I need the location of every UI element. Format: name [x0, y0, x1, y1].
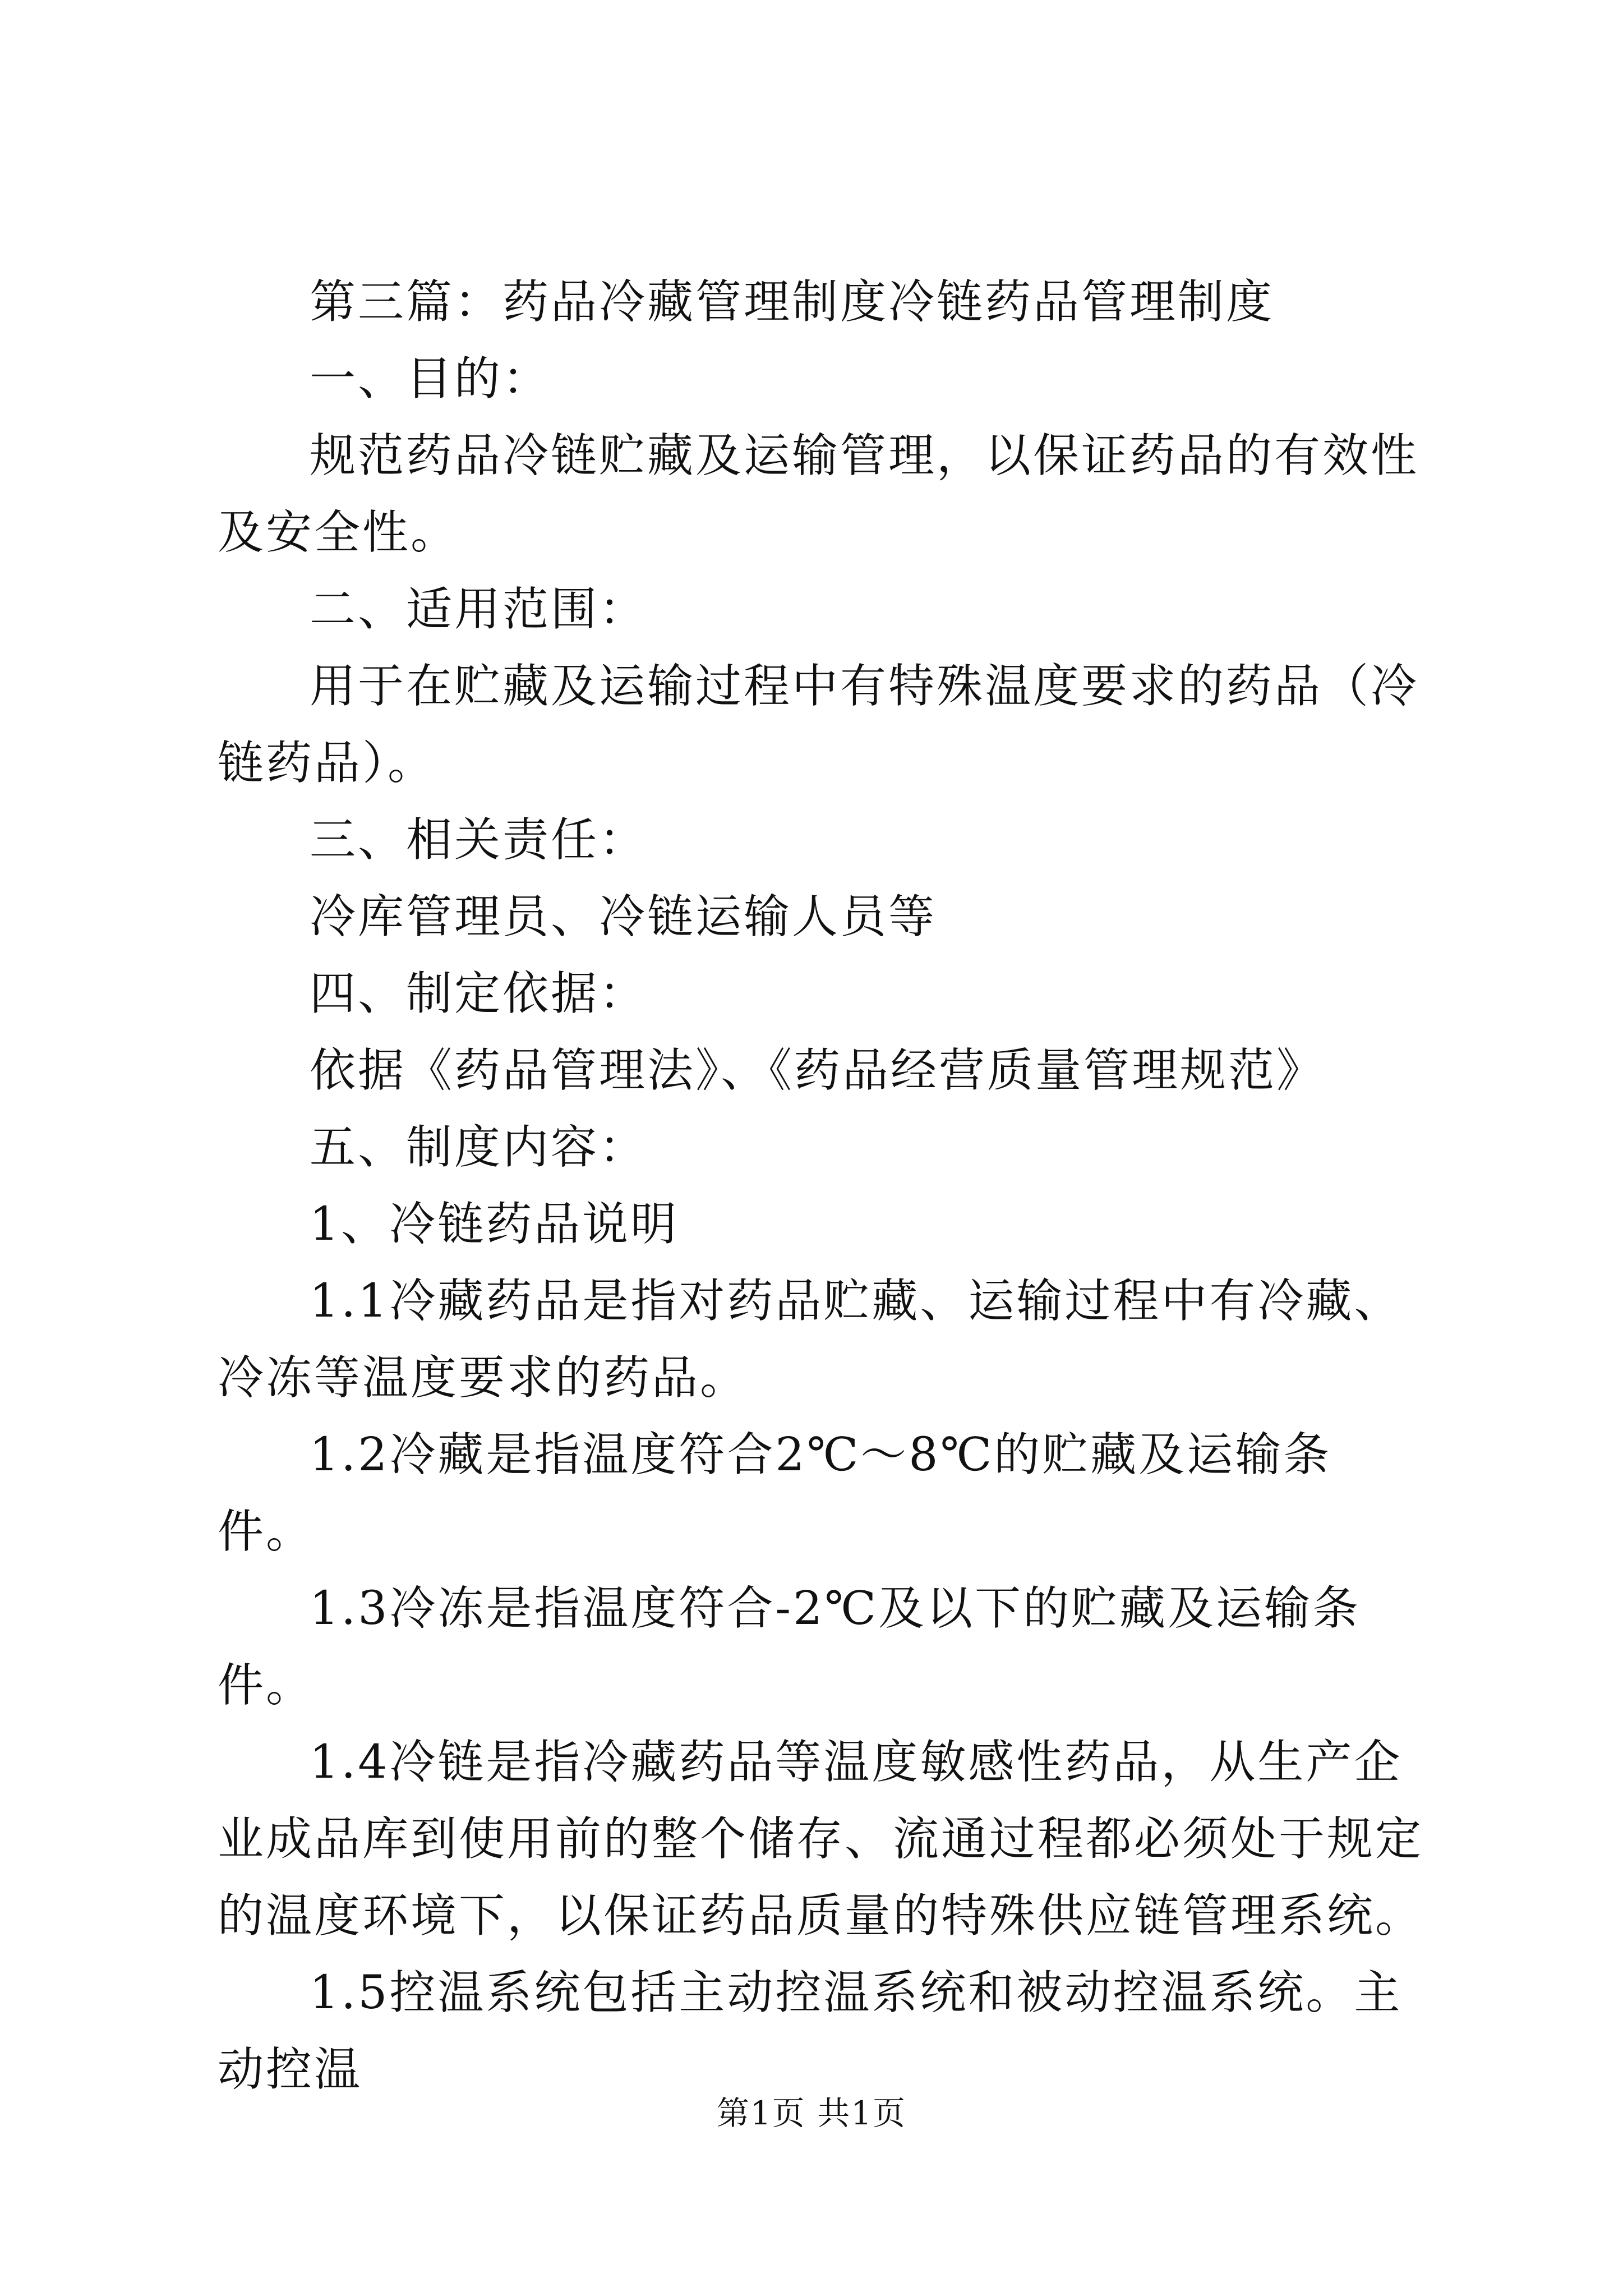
heading-purpose: 一、目的：: [310, 352, 551, 406]
clause-1-3: 1.3冷冻是指温度符合-2℃及以下的贮藏及运输条件。: [218, 1582, 1361, 1712]
paragraph-basis: 依据《药品管理法》、《药品经营质量管理规范》: [310, 1044, 1325, 1097]
clause-1-2: 1.2冷藏是指温度符合2℃～8℃的贮藏及运输条件。: [218, 1428, 1332, 1558]
clause-1-1: 1.1冷藏药品是指对药品贮藏、运输过程中有冷藏、冷冻等温度要求的药品。: [218, 1274, 1403, 1405]
paragraph-scope: 用于在贮藏及运输过程中有特殊温度要求的药品（冷链药品）。: [218, 660, 1419, 790]
clause-1-4: 1.4冷链是指冷藏药品等温度敏感性药品，从生产企业成品库到使用前的整个储存、流通过程都必须处于规定的温度环境下，以保证药品质量的特殊供应链管理系统。: [218, 1736, 1424, 1943]
heading-scope: 二、适用范围：: [310, 583, 648, 636]
document-body: [218, 264, 1423, 2108]
section-title: 第三篇：药品冷藏管理制度冷链药品管理制度: [310, 275, 1275, 329]
heading-responsibility: 三、相关责任：: [310, 813, 648, 867]
page-footer: 第1页 共1页: [716, 2094, 907, 2132]
paragraph-purpose: 规范药品冷链贮藏及运输管理，以保证药品的有效性及安全性。: [218, 429, 1419, 559]
subheading-cold-chain: 1、冷链药品说明: [310, 1198, 679, 1251]
clause-1-5: 1.5控温系统包括主动控温系统和被动控温系统。主动控温: [218, 1966, 1403, 2096]
heading-basis: 四、制定依据：: [310, 967, 648, 1020]
paragraph-responsibility: 冷库管理员、冷链运输人员等: [310, 890, 937, 944]
heading-content: 五、制度内容：: [310, 1121, 648, 1174]
